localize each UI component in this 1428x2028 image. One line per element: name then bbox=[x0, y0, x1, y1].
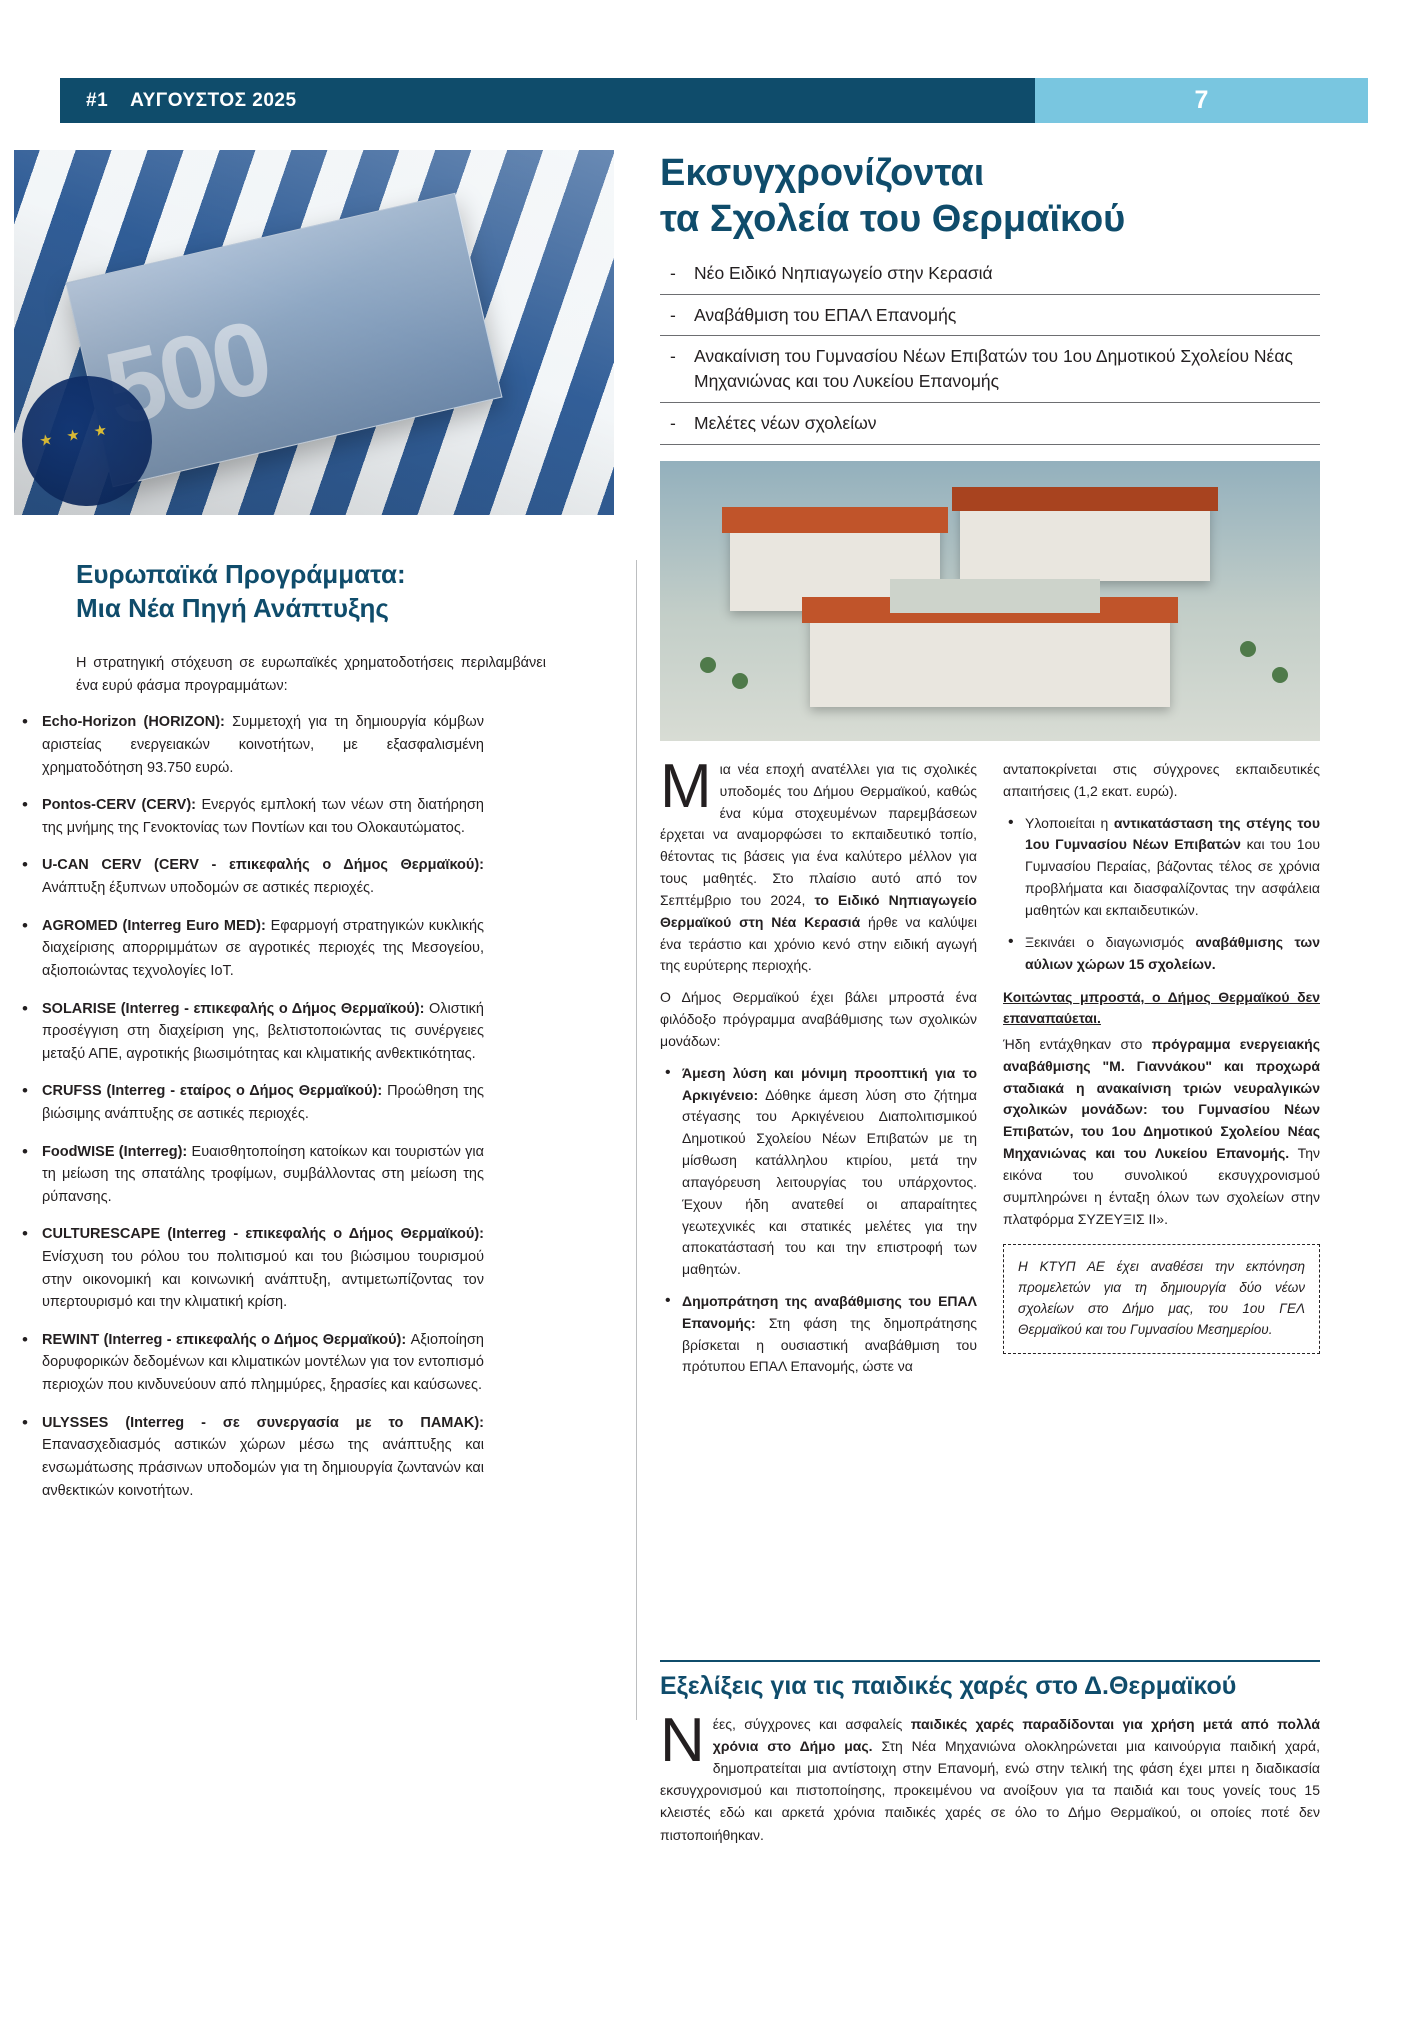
article-bullet-lead: αντικατάσταση της στέγης του 1ου Γυμνασίου Νέων Επιβατών bbox=[1025, 814, 1320, 853]
program-description: Επανασχεδιασμός αστικών χώρων μέσω της ανάπτυξης και ενσωμάτωσης πράσινων υποδομών για τη δημιουργία ζωντανών και ανθεκτικών κοινοτήτων. bbox=[42, 1437, 484, 1499]
program-description: Προώθηση της βιώσιμης ανάπτυξης σε αστικές περιοχές. bbox=[42, 1083, 484, 1122]
program-description: Ενεργός εμπλοκή των νέων στη διατήρηση της μνήμης της Γενοκτονίας των Ποντίων και του Ολοκαυτώματος. bbox=[42, 797, 484, 836]
article-bullet-lead: αναβάθμισης των αύλιων χώρων 15 σχολείων. bbox=[1025, 933, 1320, 972]
program-list-item bbox=[14, 998, 484, 1066]
bottom-section-title: Εξελίξεις για τις παιδικές χαρές στο Δ.Θερμαϊκού bbox=[660, 1672, 1237, 1700]
program-description: Ενίσχυση του ρόλου του πολιτισμού και του βιώσιμου τουρισμού στην οικονομική και κοινωνική ανάπτυξη, αντιμετωπίζοντας τον υπερτουρισμό και την κλιματική κρίση. bbox=[42, 1249, 484, 1311]
program-name: SOLARISE (Interreg - επικεφαλής ο Δήμος Θερμαϊκού): bbox=[42, 1000, 425, 1017]
bottom-section bbox=[660, 1660, 1320, 1846]
article-col2-bullets bbox=[1003, 813, 1320, 976]
article-bullet-lead: Δημοπράτηση της αναβάθμισης του ΕΠΑΛ Επανομής: bbox=[682, 1292, 977, 1331]
tree-1 bbox=[700, 657, 716, 673]
building-block-c bbox=[810, 611, 1170, 707]
headline-bullet-list bbox=[660, 261, 1320, 445]
page-title bbox=[660, 150, 1320, 243]
header-left-bar bbox=[60, 78, 1035, 123]
program-description: Συμμετοχή για τη δημιουργία κόμβων αριστείας ενεργειακών κοινοτήτων, με εξασφαλισμένη χρηματοδότηση 93.750 ευρώ. bbox=[42, 714, 484, 776]
left-section-heading bbox=[76, 557, 546, 626]
bottom-text-tail: Στη Νέα Μηχανιώνα ολοκληρώνεται μια καινούργια παιδική χαρά, δημοπρατείται μια αντίστοιχη στην Επανομή, ενώ στην τελική της φάση έχει μπει η διαδικασία εκσυγχρονισμού και πιστοποίησης, προκειμένου να ανοίξουν για τα παιδιά και τους γονείς τους 15 κλειστές εδώ και αρκετά χρόνια παιδικές χαρές σε όλο το Δήμο Θερμαϊκού, οι οποίες ποτέ δεν πιστοποιήθηκαν. bbox=[660, 1738, 1320, 1843]
program-description: Ολιστική προσέγγιση στη διαχείριση γης, βελτιστοποιώντας τις συνέργειες μεταξύ ΑΠΕ, αγροτικής βιωσιμότητας και κλιματικής ανθεκτικότητας. bbox=[42, 1000, 484, 1062]
article-bullet-item bbox=[660, 1063, 977, 1281]
tree-2 bbox=[732, 673, 748, 689]
headline-bullet-item: - Ανακαίνιση του Γυμνασίου Νέων Επιβατών του 1ου Δημοτικού Σχολείου Νέας Μηχανιώνας και του Λυκείου Επανομής bbox=[660, 344, 1320, 403]
roof-b bbox=[952, 487, 1218, 511]
program-description: Ευαισθητοποίηση κατοίκων και τουριστών για τη μείωση της σπατάλης τροφίμων, συμβάλλοντας στη μείωση της ρύπανσης. bbox=[42, 1143, 484, 1205]
program-name: AGROMED (Interreg Euro MED): bbox=[42, 917, 266, 934]
col2-paragraph-2 bbox=[1003, 1034, 1320, 1230]
headline-bullet-item: - Αναβάθμιση του ΕΠΑΛ Επανομής bbox=[660, 303, 1320, 337]
article-bullet-text: Δόθηκε άμεση λύση στο ζήτημα στέγασης του Αρκιγένειου Διαπολιτισμικού Δημοτικού Σχολείου Νέων Επιβατών με τη μίσθωση κατάλληλου κτιρίου, μετά την απαγόρευση λειτουργίας του υπάρχοντος. Έχουν ήδη ανατεθεί οι απαραίτητες γεωτεχνικές και στατικές μελέτες για την αποκατάστασή του και την επιστροφή των μαθητών. bbox=[682, 1086, 977, 1278]
eu-programs-list bbox=[14, 711, 484, 1502]
tree-3 bbox=[1240, 641, 1256, 657]
program-list-item bbox=[14, 1329, 484, 1397]
tree-4 bbox=[1272, 667, 1288, 683]
courtyard bbox=[890, 579, 1100, 613]
program-name: FoodWISE (Interreg): bbox=[42, 1143, 188, 1160]
program-name: Pontos-CERV (CERV): bbox=[42, 797, 196, 814]
program-description: Αξιοποίηση δορυφορικών δεδομένων και κλιματικών μοντέλων για τον εντοπισμό περιοχών που κινδυνεύουν από πλημμύρες, ξηρασίες και καύσωνες. bbox=[42, 1331, 484, 1394]
program-list-item bbox=[14, 915, 484, 983]
col2-p2-pre: Ήδη εντάχθηκαν στο bbox=[1003, 1035, 1152, 1052]
lead-paragraph-bold: το Ειδικό Νηπιαγωγείο Θερμαϊκού στη Νέα Κερασιά bbox=[660, 891, 977, 930]
photo-gloss-overlay bbox=[14, 150, 614, 515]
left-heading-line2: Μια Νέα Πηγή Ανάπτυξης bbox=[76, 593, 389, 624]
program-name: CRUFSS (Interreg - εταίρος ο Δήμος Θερμαϊκού): bbox=[42, 1083, 383, 1100]
issue-number: #1 bbox=[86, 89, 109, 111]
col2-p2-bold: πρόγραμμα ενεργειακής αναβάθμισης "Μ. Γιαννάκου" και προχωρά σταδιακά η ανακαίνιση τριών νευραλγικών σχολικών μονάδων: του Γυμνασίου Νέων Επιβατών, του 1ου Δημοτικού Σχολείου Νέας Μηχανιώνας και του Λυκείου Επανομής. bbox=[1003, 1035, 1320, 1162]
euro-banknote-photo bbox=[14, 150, 614, 515]
program-description: Εφαρμογή στρατηγικών κυκλικής διαχείρισης απορριμμάτων σε αγροτικές περιοχές της Μεσογείου, αξιοποιώντας τεχνολογίες ΙοΤ. bbox=[42, 917, 484, 979]
article-bullet-item bbox=[1003, 932, 1320, 976]
bottom-text-bold: παιδικές χαρές παραδίδονται για χρήση μετά από πολλά χρόνια στο Δήμο μας. bbox=[712, 1716, 1320, 1755]
title-line-1: Εκσυγχρονίζονται bbox=[660, 152, 985, 194]
article-bullet-lead: Άμεση λύση και μόνιμη προοπτική για το Αρκιγένειο: bbox=[682, 1064, 977, 1103]
program-description: Ανάπτυξη έξυπνων υποδομών σε αστικές περιοχές. bbox=[42, 880, 375, 897]
school-render-photo bbox=[660, 461, 1320, 741]
roof-a bbox=[722, 507, 948, 533]
article-body bbox=[660, 751, 1320, 1388]
article-bullet-pre: Υλοποιείται η bbox=[1025, 814, 1114, 831]
drop-cap-letter: Μ bbox=[660, 751, 712, 821]
program-list-item bbox=[14, 1141, 484, 1209]
headline-bullet-item: - Νέο Ειδικό Νηπιαγωγείο στην Κερασιά bbox=[660, 261, 1320, 295]
left-intro-paragraph: Η στρατηγική στόχευση σε ευρωπαϊκές χρηματοδοτήσεις περιλαμβάνει ένα ευρύ φάσμα προγραμμάτων: bbox=[76, 654, 546, 694]
left-column bbox=[14, 150, 614, 1517]
lead-paragraph-tail: ήρθε να καλύψει ένα τεράστιο και χρόνιο κενό στην ειδική αγωγή της ευρύτερης περιοχής. bbox=[660, 913, 977, 974]
program-name: ULYSSES (Interreg - σε συνεργασία με το ΠΑΜΑΚ): bbox=[42, 1414, 484, 1431]
program-name: CULTURESCAPE (Interreg - επικεφαλής ο Δήμος Θερμαϊκού): bbox=[42, 1226, 484, 1243]
col2-subheading: Κοιτώντας μπροστά, ο Δήμος Θερμαϊκού δεν επαναπαύεται. bbox=[1003, 989, 1320, 1026]
header-right-bar bbox=[1035, 78, 1368, 123]
page-header bbox=[60, 78, 1368, 123]
lead-paragraph bbox=[660, 751, 977, 977]
issue-date: ΑΥΓΟΥΣΤΟΣ 2025 bbox=[130, 89, 297, 111]
column-divider bbox=[636, 560, 637, 1720]
col2-paragraph-1: ανταποκρίνεται στις σύγχρονες εκπαιδευτικές απαιτήσεις (1,2 εκατ. ευρώ). bbox=[1003, 760, 1320, 799]
article-bullet-text: Στη φάση της δημοπράτησης βρίσκεται η ουσιαστική αναβάθμιση του πρότυπου ΕΠΑΛ Επανομής, ώστε να bbox=[682, 1314, 977, 1375]
title-line-2: τα Σχολεία του Θερμαϊκού bbox=[660, 198, 1126, 241]
left-heading-line1: Ευρωπαϊκά Προγράμματα: bbox=[76, 559, 406, 589]
program-name: U-CAN CERV (CERV - επικεφαλής ο Δήμος Θερμαϊκού): bbox=[42, 857, 484, 874]
article-bullet-item bbox=[660, 1291, 977, 1378]
article-bullet-pre: Ξεκινάει ο διαγωνισμός bbox=[1025, 933, 1196, 950]
sidebar-note-box: Η ΚΤΥΠ ΑΕ έχει αναθέσει την εκπόνηση προμελετών για τη δημιουργία δύο νέων σχολείων στο Δήμο μας, του 1ου ΓΕΛ Θερμαϊκού και του Γυμνασίου Μεσημερίου. bbox=[1003, 1244, 1320, 1354]
article-col1-bullets bbox=[660, 1063, 977, 1379]
bottom-divider bbox=[660, 1660, 1320, 1662]
lead-paragraph-text: ια νέα εποχή ανατέλλει για τις σχολικές υποδομές του Δήμου Θερμαϊκού, καθώς ένα κύμα στοχευμένων παρεμβάσεων έρχεται να αναμορφώσει το εκπαιδευτικό τοπίο, θέτοντας τις βάσεις για ένα καλύτερο μέλλον για τους μαθητές. Στο πλαίσιο αυτό από τον Σεπτέμβριο του 2024, bbox=[660, 760, 977, 908]
program-list-item bbox=[14, 1412, 484, 1502]
article-bullet-item bbox=[1003, 813, 1320, 922]
bottom-drop-cap: Ν bbox=[660, 1706, 705, 1775]
headline-bullet-item: - Μελέτες νέων σχολείων bbox=[660, 411, 1320, 445]
article-column-1 bbox=[660, 751, 977, 1388]
article-paragraph-2: Ο Δήμος Θερμαϊκού έχει βάλει μπροστά ένα φιλόδοξο πρόγραμμα αναβάθμισης των σχολικών μονάδων: bbox=[660, 989, 977, 1049]
program-list-item bbox=[14, 1223, 484, 1313]
program-list-item bbox=[14, 711, 484, 779]
program-name: Echo-Horizon (HORIZON): bbox=[42, 714, 225, 731]
right-column bbox=[660, 150, 1320, 1388]
page-number: 7 bbox=[1194, 86, 1209, 114]
article-bullet-text: και του 1ου Γυμνασίου Περαίας, βάζοντας τέλος σε χρόνια προβλήματα και διασφαλίζοντας την ασφάλεια μαθητών και εκπαιδευτικών. bbox=[1025, 836, 1320, 918]
program-name: REWINT (Interreg - επικεφαλής ο Δήμος Θερμαϊκού): bbox=[42, 1331, 407, 1348]
building-block-b bbox=[960, 501, 1210, 581]
bottom-section-body bbox=[660, 1706, 1320, 1846]
col2-p2-tail: Την εικόνα του συνολικού εκσυγχρονισμού συμπληρώνει η ένταξη όλων των σχολείων στην πλατφόρμα ΣΥΖΕΥΞΙΣ II». bbox=[1003, 1145, 1320, 1227]
program-list-item bbox=[14, 794, 484, 839]
program-list-item bbox=[14, 1080, 484, 1125]
article-column-2 bbox=[1003, 759, 1320, 1388]
program-list-item bbox=[14, 854, 484, 899]
bottom-text-pre: έες, σύγχρονες και ασφαλείς bbox=[712, 1716, 911, 1732]
